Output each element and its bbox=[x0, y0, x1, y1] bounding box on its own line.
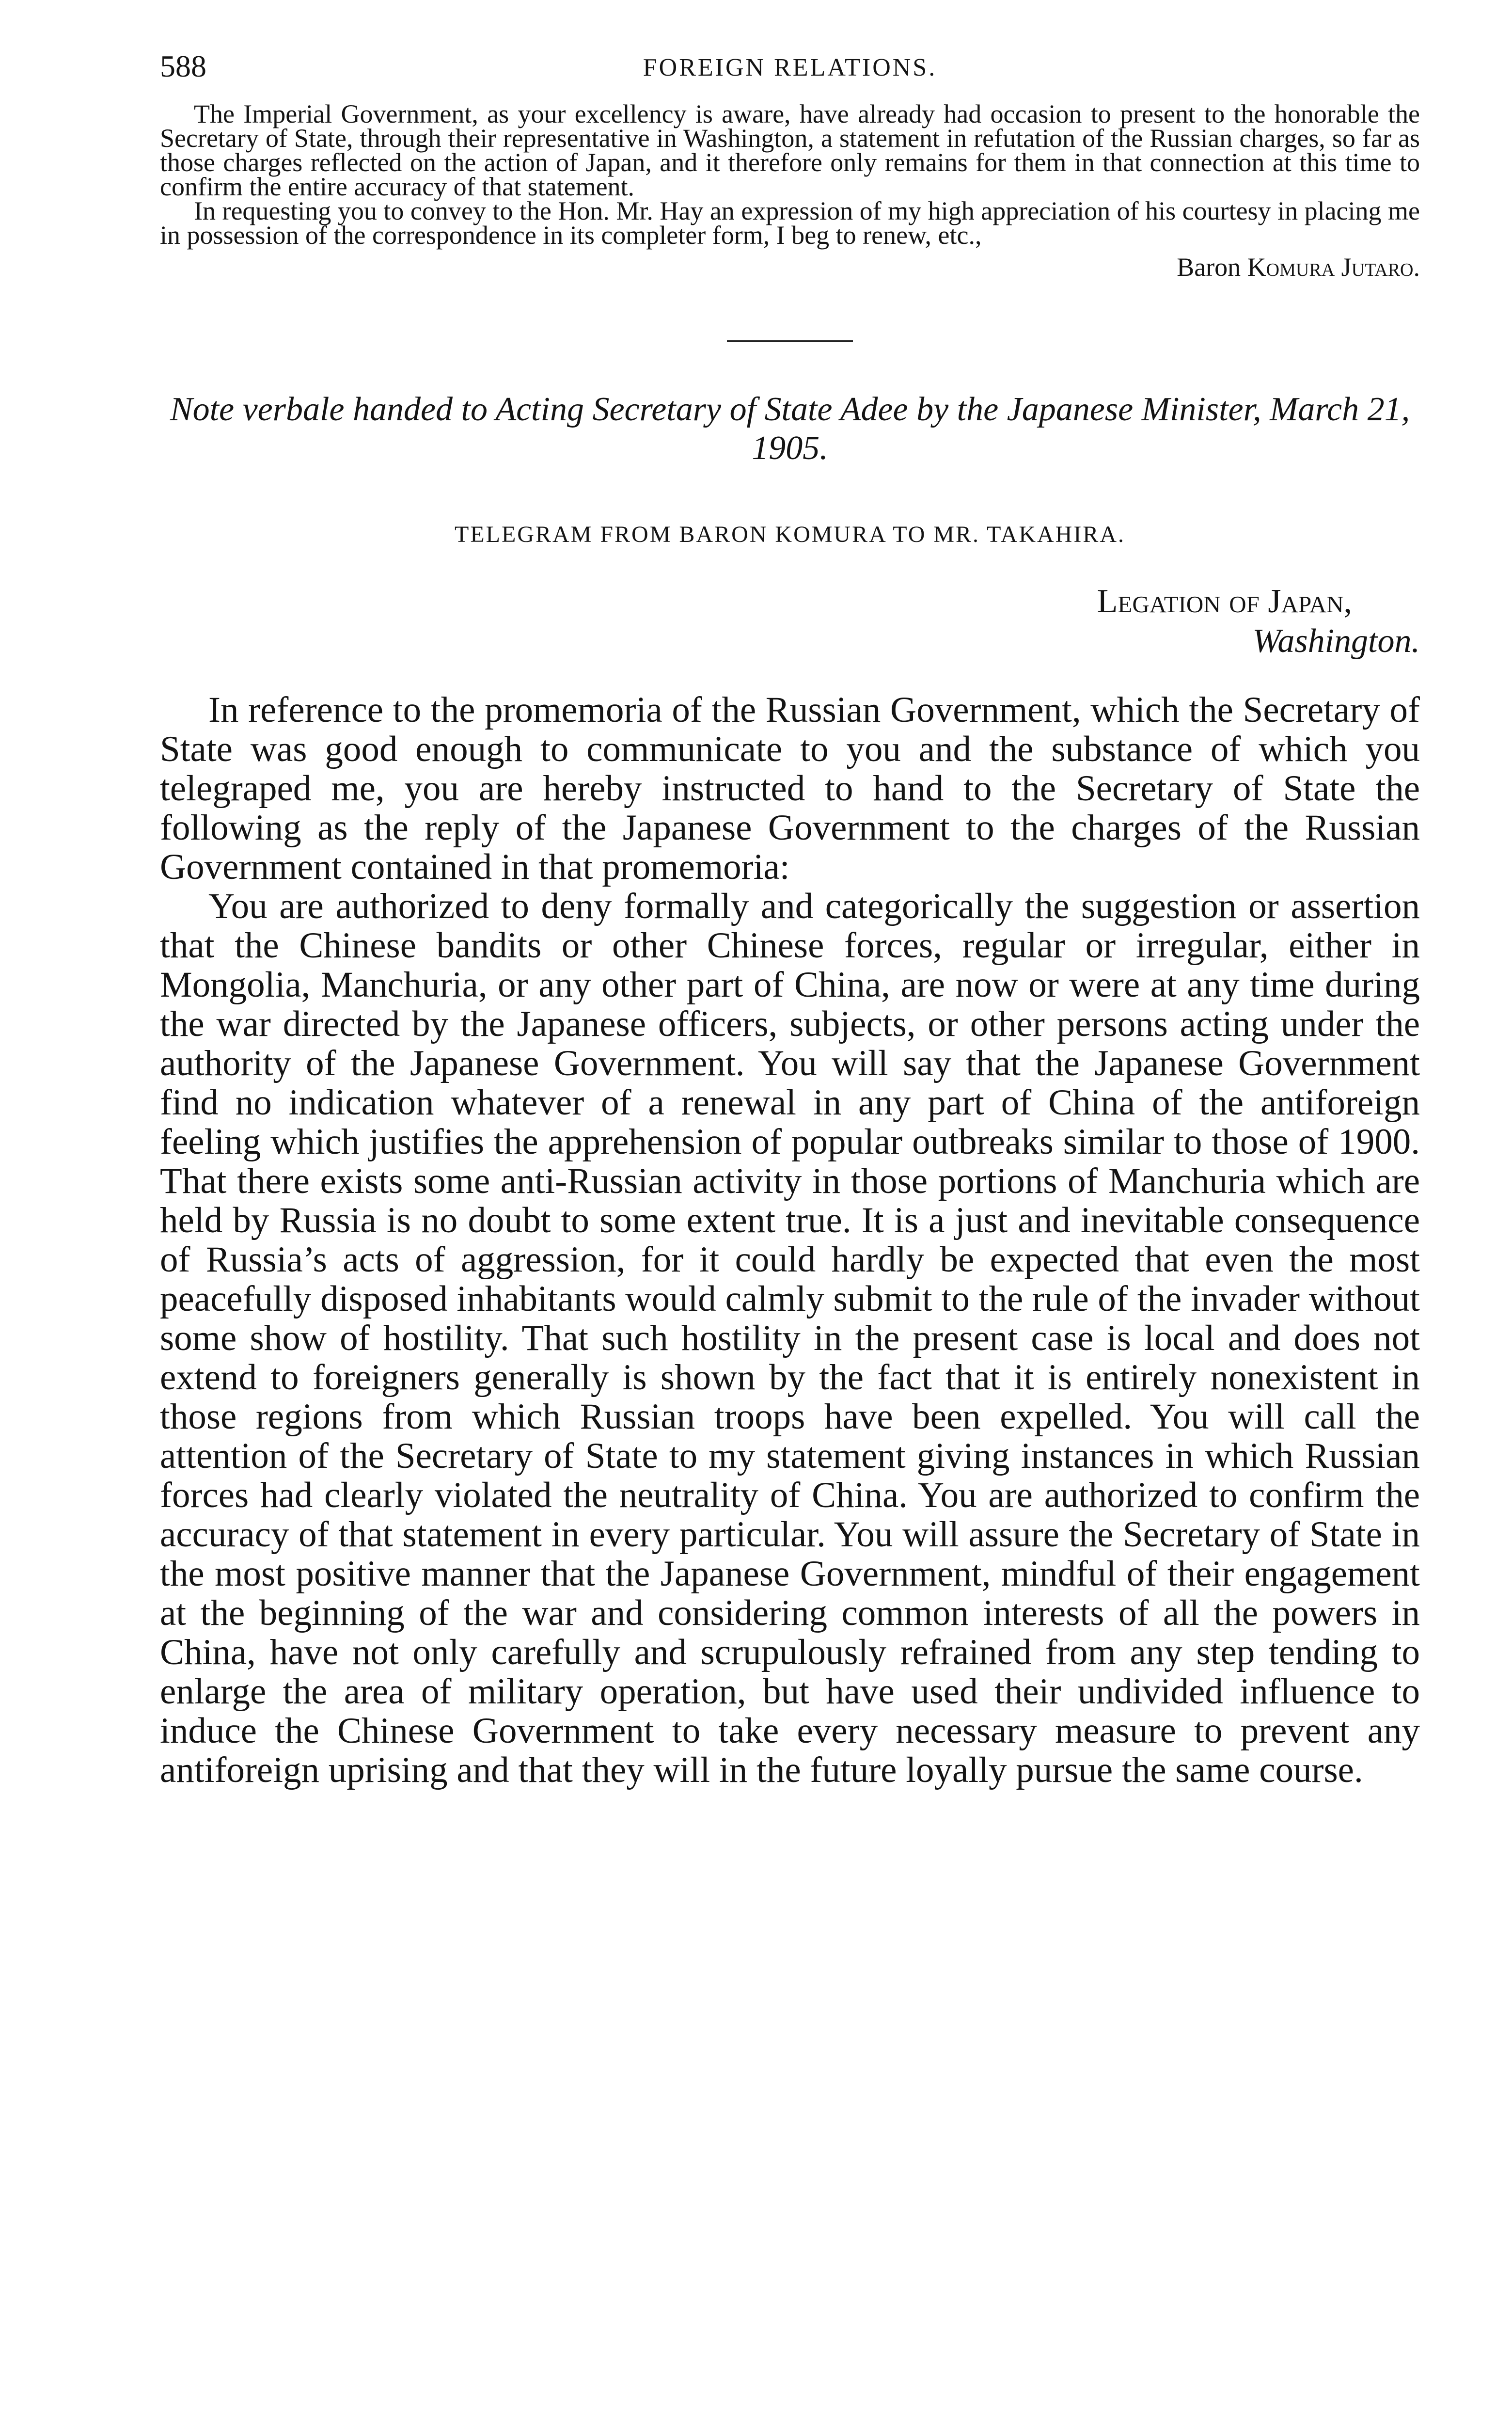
running-head bbox=[160, 48, 1420, 102]
signature-title: Baron bbox=[1177, 253, 1241, 282]
legation-city: Washington. bbox=[1252, 622, 1420, 660]
legation-address bbox=[160, 582, 1420, 661]
note-heading: Note verbale handed to Acting Secretary of State Adee by the Japanese Minister, March 21, 1905. bbox=[170, 391, 1410, 467]
telegram-paragraph: In reference to the promemoria of the Russian Government, which the Secretary of State was good enough to communicate to you and the substance of which you telegraped me, you are hereby instructed to hand to the Secretary of State the following as the reply of the Japanese Government to the charges of the Russian Government contained in that promemoria: bbox=[160, 690, 1420, 887]
page-number: 588 bbox=[160, 49, 206, 83]
telegram-heading: TELEGRAM FROM BARON KOMURA TO MR. TAKAHIRA. bbox=[455, 522, 1125, 547]
letter-body bbox=[160, 99, 1420, 250]
section-divider bbox=[727, 340, 853, 342]
legation-line: Legation of Japan, bbox=[1097, 583, 1352, 620]
signature-name: Komura Jutaro. bbox=[1247, 253, 1420, 282]
running-head-title: FOREIGN RELATIONS. bbox=[643, 54, 937, 81]
letter-signature bbox=[160, 252, 1420, 282]
telegram-paragraph: You are authorized to deny formally and categorically the suggestion or assertion that the Chinese bandits or other Chinese forces, regular or irregular, either in Mongolia, Manchuria, or any other part of China, are now or were at any time during the war directed by the Japanese officers, subjects, or other persons acting under the authority of the Japanese Government. You will say that the Japanese Government find no indication whatever of a renewal in any part of China of the antiforeign feeling which justifies the apprehension of popular outbreaks similar to those of 1900. That there exists some anti-Russian activity in those portions of Manchuria which are held by Russia is no doubt to some extent true. It is a just and inevitable consequence of Russia’s acts of aggression, for it could hardly be expected that even the most peacefully disposed inhabitants would calmly submit to the rule of the invader without some show of hostility. That such hostility in the present case is local and does not extend to foreigners generally is shown by the fact that it is entirely nonexistent in those regions from which Russian troops have been expelled. You will call the attention of the Secretary of State to my statement giving instances in which Russian forces had clearly violated the neutrality of China. You are authorized to confirm the accuracy of that statement in every particular. You will assure the Secretary of State in the most positive manner that the Japanese Government, mindful of their engagement at the beginning of the war and considering common interests of all the powers in China, have not only carefully and scrupulously refrained from any step tending to enlarge the area of military operation, but have used their undivided influence to induce the Chinese Government to take every necessary measure to prevent any antiforeign uprising and that they will in the future loyally pursue the same course. bbox=[160, 886, 1420, 1790]
document-page bbox=[160, 48, 1420, 1790]
telegram-body bbox=[160, 690, 1420, 1790]
letter-paragraph: The Imperial Government, as your excellency is aware, have already had occasion to present to the honorable the Secretary of State, through their representative in Washington, a statement in refutation of the Russian charges, so far as those charges reflected on the action of Japan, and it therefore only remains for them in that connection at this time to confirm the entire accuracy of that statement. bbox=[160, 99, 1420, 201]
letter-paragraph: In requesting you to convey to the Hon. Mr. Hay an expression of my high appreciation of his courtesy in placing me in possession of the correspondence in its completer form, I beg to renew, etc., bbox=[160, 196, 1420, 250]
